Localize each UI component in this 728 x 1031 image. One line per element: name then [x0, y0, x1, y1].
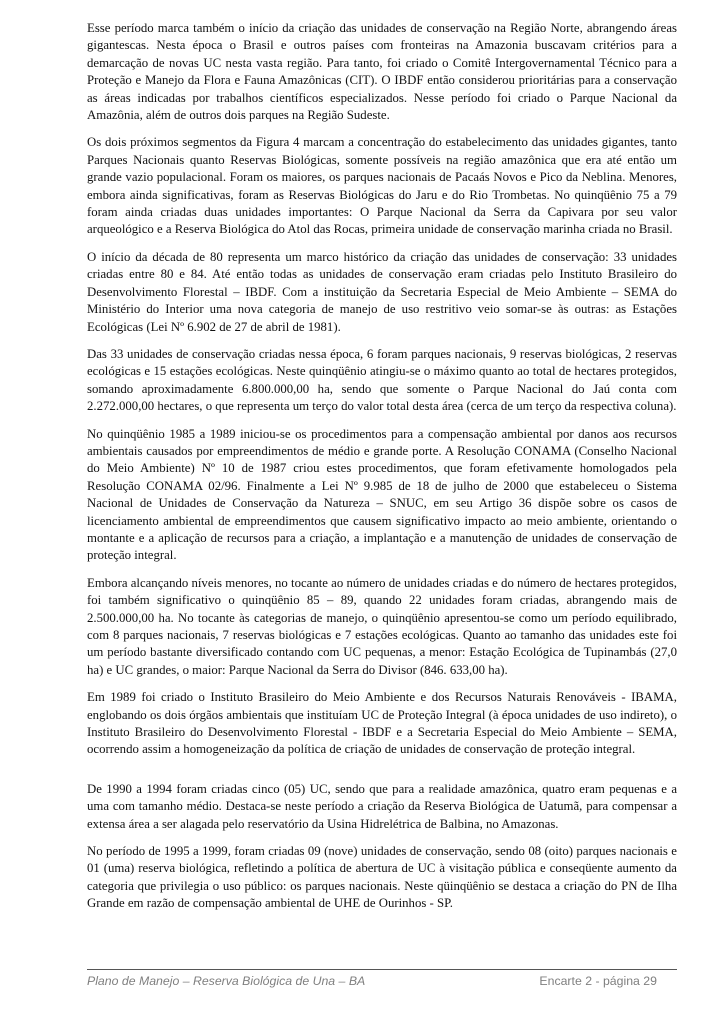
- document-body: [87, 20, 677, 923]
- paragraph-8: De 1990 a 1994 foram criadas cinco (05) UC, sendo que para a realidade amazônica, quatro eram pequenas e a uma com tamanho médio. Destaca-se neste período a criação da Reserva Biológica de Uatumã, para compensar a extensa área a ser alagada pelo reservatório da Usina Hidrelétrica de Balbina, no Amazonas.: [87, 781, 677, 831]
- footer-page-number: Encarte 2 - página 29: [539, 974, 657, 988]
- footer-document-title: Plano de Manejo – Reserva Biológica de Una – BA: [87, 974, 366, 988]
- paragraph-2: Os dois próximos segmentos da Figura 4 marcam a concentração do estabelecimento das unidades gigantes, tanto Parques Nacionais quanto Reservas Biológicas, somente possíveis na região amazônica que era até então um grande vazio populacional. Foram os maiores, os parques nacionais de Pacaás Novos e Pico da Neblina. Menores, embora ainda significativas, foram as Reservas Biológicas do Jaru e do Rio Trombetas. No quinqüênio 75 a 79 foram ainda criadas duas unidades importantes: O Parque Nacional da Serra da Capivara por seu valor arqueológico e a Reserva Biológica do Atol das Rocas, primeira unidade de conservação marinha criada no Brasil.: [87, 135, 677, 237]
- paragraph-3: O início da década de 80 representa um marco histórico da criação das unidades de conservação: 33 unidades criadas entre 80 e 84. Até então todas as unidades de conservação eram criadas pelo Instituto Brasileiro do Desenvolvimento Florestal – IBDF. Com a instituição da Secretaria Especial de Meio Ambiente – SEMA do Ministério do Interior uma nova categoria de manejo de uso restritivo veio somar-se às outras: as Estações Ecológicas (Lei Nº 6.902 de 27 de abril de 1981).: [87, 249, 677, 334]
- paragraph-7: Em 1989 foi criado o Instituto Brasileiro do Meio Ambiente e dos Recursos Naturais Renováveis - IBAMA, englobando os dois órgãos ambientais que instituíam UC de Proteção Integral (à época unidades de uso indireto), o Instituto Brasileiro do Desenvolvimento Florestal - IBDF e a Secretaria Especial do Meio Ambiente – SEMA, ocorrendo assim a homogeneização da política de criação de unidades de conservação de proteção integral.: [87, 690, 677, 757]
- paragraph-5: No quinqüênio 1985 a 1989 iniciou-se os procedimentos para a compensação ambiental por danos aos recursos ambientais causados por empreendimentos de médio e grande porte. A Resolução CONAMA (Conselho Nacional do Meio Ambiente) Nº 10 de 1987 criou estes procedimentos, que foram efetivamente homologados pela Resolução CONAMA 02/96. Finalmente a Lei Nº 9.985 de 18 de julho de 2000 que estabeleceu o Sistema Nacional de Unidades de Conservação da Natureza – SNUC, em seu Artigo 36 dispõe sobre os casos de licenciamento ambiental de empreendimentos que causem significativo impacto ao meio ambiente, orientando o montante e a aplicação de recursos para a criação, a implantação e a manutenção de unidades de conservação de proteção integral.: [87, 426, 677, 563]
- paragraph-1: Esse período marca também o início da criação das unidades de conservação na Região Norte, abrangendo áreas gigantescas. Nesta época o Brasil e outros países com fronteiras na Amazonia buscavam critérios para a demarcação de novas UC nesta vasta região. Para tanto, foi criado o Comitê Intergovernamental Técnico para a Proteção e Manejo da Flora e Fauna Amazônicas (CIT). O IBDF então considerou prioritárias para a conservação as áreas indicadas por trabalhos científicos especializados. Nesse período foi criado o Parque Nacional da Amazônia, além de outros dois parques na Região Sudeste.: [87, 21, 677, 123]
- paragraph-6: Embora alcançando níveis menores, no tocante ao número de unidades criadas e do número de hectares protegidos, foi também significativo o quinqüênio 85 – 89, quando 22 unidades foram criadas, abrangendo mais de 2.500.000,00 ha. No tocante às categorias de manejo, o quinqüênio apresentou-se como um período equilibrado, com 8 parques nacionais, 7 reservas biológicas e 7 estações ecológicas. Quanto ao tamanho das unidades este foi um período bastante diversificado contando com UC pequenas, a menor: Estação Ecológica de Tupinambás (27,0 ha) e UC grandes, o maior: Parque Nacional da Serra do Divisor (846. 633,00 ha).: [87, 575, 677, 677]
- paragraph-9: No período de 1995 a 1999, foram criadas 09 (nove) unidades de conservação, sendo 08 (oito) parques nacionais e 01 (uma) reserva biológica, refletindo a política de abertura de UC à visitação pública e conseqüente aumento da categoria que privilegia o uso público: os parques nacionais. Neste qüinqüênio se destaca a criação do PN de Ilha Grande em razão de compensação ambiental de UHE de Ourinhos - SP.: [87, 844, 677, 911]
- paragraph-4: Das 33 unidades de conservação criadas nessa época, 6 foram parques nacionais, 9 reservas biológicas, 2 reservas ecológicas e 15 estações ecológicas. Neste quinqüênio atingiu-se o máximo quanto ao total de hectares protegidos, somando aproximadamente 6.800.000,00 ha, sendo que somente o Parque Nacional do Jaú conta com 2.272.000,00 hectares, o que representa um terço do valor total desta área (cerca de um terço da respectiva coluna).: [87, 346, 677, 414]
- page-footer: [87, 969, 677, 988]
